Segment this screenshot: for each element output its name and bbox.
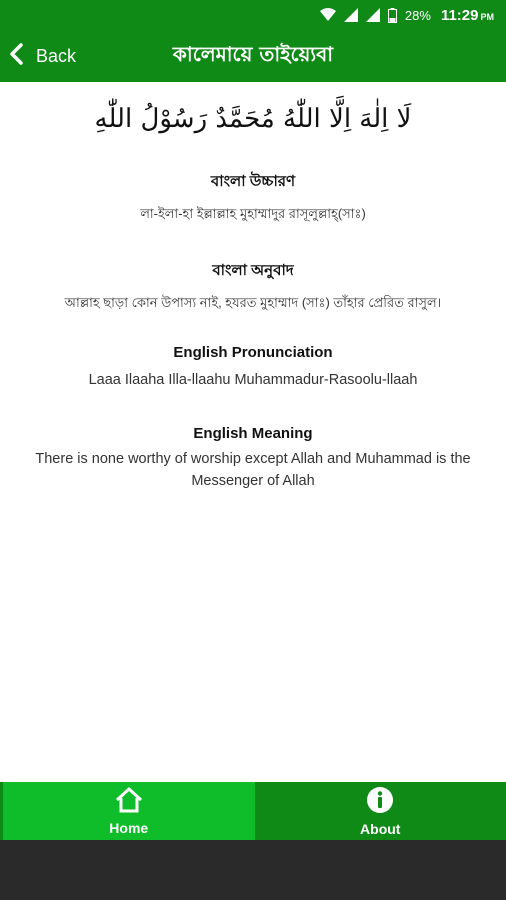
system-navigation-bar xyxy=(0,840,506,900)
signal-icon-2 xyxy=(366,8,380,22)
battery-percent: 28% xyxy=(404,7,431,23)
chevron-left-icon xyxy=(8,42,24,70)
clock-ampm: PM xyxy=(480,11,494,22)
english-meaning-text: There is none worthy of worship except Allah and Muhammad is the Messenger of Allah xyxy=(35,451,471,489)
clock-time: 11:29 xyxy=(440,6,479,24)
english-pronunciation-heading: English Pronunciation xyxy=(173,344,333,361)
bangla-meaning-heading: বাংলা অনুবাদ xyxy=(212,262,294,279)
wifi-icon xyxy=(320,8,336,22)
english-meaning-heading: English Meaning xyxy=(193,425,313,442)
app-bar xyxy=(0,30,506,82)
clock xyxy=(441,7,494,24)
home-icon xyxy=(114,787,144,817)
bangla-meaning-text: আল্লাহ ছাড়া কোন উপাস্য নাই, হযরত মুহাম্মাদ (সাঃ) তাঁহার প্রেরিত রাসুল। xyxy=(64,295,442,310)
page-title: কালেমায়ে তাইয়্যেবা xyxy=(172,41,334,66)
back-button[interactable] xyxy=(8,30,76,82)
tab-about-label: About xyxy=(360,820,401,837)
tab-about[interactable] xyxy=(255,782,506,840)
bangla-pronunciation-text: লা-ইলা-হা ইল্লাল্লাহ মুহাম্মাদুর রাসূলুল্লাহ্‌(সাঃ) xyxy=(140,206,366,221)
tab-home[interactable] xyxy=(0,782,255,840)
bangla-pronunciation-heading: বাংলা উচ্চারণ xyxy=(210,173,296,190)
tab-home-label: Home xyxy=(109,819,149,836)
info-icon xyxy=(366,786,394,818)
kalima-content xyxy=(0,82,506,782)
english-pronunciation-text: Laaa Ilaaha Illa-llaahu Muhammadur-Rasoolu-llaah xyxy=(88,372,418,388)
battery-icon xyxy=(388,8,397,23)
bottom-nav xyxy=(0,782,506,840)
status-bar xyxy=(0,0,506,30)
back-label: Back xyxy=(36,45,77,66)
signal-icon xyxy=(344,8,358,22)
arabic-kalima: لَا اِلٰهَ اِلَّا اللّٰهُ مُحَمَّدٌ رَسُوْلُ اللّٰهِ xyxy=(94,104,412,134)
